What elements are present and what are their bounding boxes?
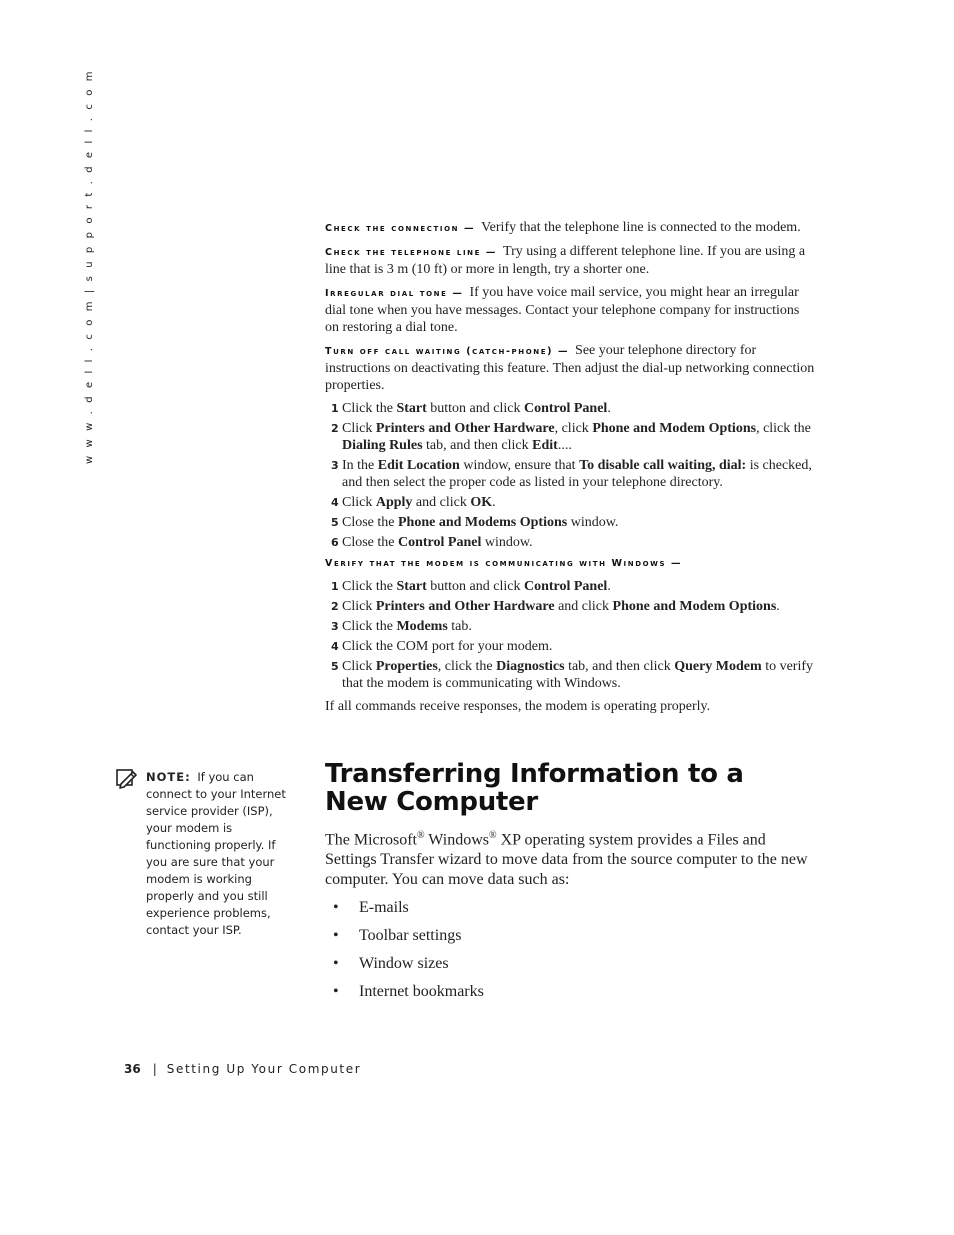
step-item <box>325 534 815 551</box>
step-item <box>325 618 815 635</box>
list-item <box>325 954 725 974</box>
ui-term: Edit Location <box>377 458 460 473</box>
step-text: Click the <box>342 619 397 634</box>
ui-term: Control Panel <box>523 401 608 416</box>
step-text: .... <box>557 438 572 453</box>
ui-term: Apply <box>375 495 413 510</box>
step-item <box>325 494 815 511</box>
intro-text: The Microsoft <box>325 831 417 849</box>
step-item <box>325 638 815 655</box>
call-waiting-steps <box>325 400 815 551</box>
step-text: . <box>492 495 496 510</box>
tip-heading: Verify that the modem is communicating with Windows — <box>325 558 683 569</box>
sidebar-url: w w w . d e l l . c o m | s u p p o r t . d e l l . c o m <box>84 68 95 464</box>
step-item <box>325 400 815 417</box>
ui-term: Phone and Modem Options <box>592 421 757 436</box>
step-text: Close the <box>342 515 398 530</box>
step-text: tab, and then click <box>564 659 675 674</box>
tip-text: Try using a different telephone line. If you are using a line that is 3 m (10 ft) or more in length, try a shorter one. <box>325 244 806 277</box>
tip-text: If you have voice mail service, you might hear an irregular dial tone when you have messages. Contact your telephone company for instructions on restoring a dial tone. <box>325 285 800 335</box>
list-item-text: Toolbar settings <box>359 927 462 944</box>
ui-term: Properties <box>375 659 438 674</box>
ui-term: Printers and Other Hardware <box>375 599 555 614</box>
list-item-text: Internet bookmarks <box>359 983 484 1000</box>
step-text: window. <box>481 535 533 550</box>
ui-term: Printers and Other Hardware <box>375 421 555 436</box>
step-item <box>325 598 815 615</box>
ui-term: Start <box>396 579 427 594</box>
tip-heading: Turn off call waiting (catch-phone) — <box>325 346 570 357</box>
step-text: tab, and then click <box>422 438 533 453</box>
step-text: Click the <box>342 401 397 416</box>
closing-text: If all commands receive responses, the modem is operating properly. <box>325 699 711 714</box>
step-number: 2 <box>331 600 339 613</box>
verify-modem-steps <box>325 578 815 692</box>
step-text: , click <box>554 421 593 436</box>
step-text: window. <box>567 515 619 530</box>
step-number: 3 <box>331 620 339 633</box>
list-item-text: Window sizes <box>359 955 449 972</box>
step-number: 1 <box>331 402 339 415</box>
ui-term: Diagnostics <box>496 659 565 674</box>
step-number: 2 <box>331 422 339 435</box>
tip-irregular-dial-tone <box>325 284 815 336</box>
page-number: 36 <box>124 1062 141 1076</box>
step-text: is checked, and then select the proper code as listed in your telephone directory. <box>342 458 812 490</box>
list-item <box>325 982 725 1002</box>
list-item <box>325 898 725 918</box>
step-text: to verify that the modem is communicating with Windows. <box>342 659 814 691</box>
tip-heading: Check the connection — <box>325 223 476 234</box>
intro-paragraph <box>325 826 815 890</box>
bullet-icon: • <box>333 955 339 972</box>
step-text: Click <box>342 659 376 674</box>
note-text <box>146 769 296 939</box>
note-body: If you can connect to your Internet service provider (ISP), your modem is functioning properly. If you are sure that your modem is working properly and you still experience problems, contact your ISP. <box>146 770 286 937</box>
step-text: Click <box>342 599 376 614</box>
step-text: . <box>607 579 611 594</box>
step-number: 4 <box>331 496 339 509</box>
footer-separator: | <box>152 1062 157 1076</box>
step-text: button and click <box>426 579 524 594</box>
ui-term: Edit <box>532 438 558 453</box>
step-number: 4 <box>331 640 339 653</box>
tip-text: Verify that the telephone line is connected to the modem. <box>481 220 801 235</box>
step-text: Click the COM port for your modem. <box>342 639 553 654</box>
section-title: Transferring Information to a New Computer <box>325 759 744 817</box>
registered-mark: ® <box>416 830 425 841</box>
registered-mark: ® <box>489 830 497 841</box>
step-text: . <box>607 401 611 416</box>
step-item <box>325 658 815 692</box>
bullet-icon: • <box>333 899 339 916</box>
intro-text: Windows <box>424 831 489 849</box>
step-text: Close the <box>342 535 398 550</box>
footer-section-title: Setting Up Your Computer <box>166 1062 362 1076</box>
tip-text: See your telephone directory for instructions on deactivating this feature. Then adjust the dial-up networking connection properties. <box>325 343 815 393</box>
note-label: NOTE: <box>146 770 191 784</box>
step-text: tab. <box>447 619 472 634</box>
tip-check-connection <box>325 219 815 237</box>
ui-term: OK <box>470 495 493 510</box>
step-number: 5 <box>331 660 339 673</box>
step-text: Click <box>342 495 376 510</box>
step-item <box>325 514 815 531</box>
intro-text: XP operating system provides a Files and Settings Transfer wizard to move data from the source computer to the new computer. You can move data such as: <box>325 831 808 889</box>
tip-verify-modem <box>325 554 815 572</box>
tip-call-waiting <box>325 342 815 394</box>
ui-term: Control Panel <box>398 535 482 550</box>
ui-term: To disable call waiting, dial: <box>579 458 747 473</box>
step-item <box>325 578 815 595</box>
ui-term: Start <box>396 401 427 416</box>
ui-term: Query Modem <box>674 659 762 674</box>
step-number: 5 <box>331 516 339 529</box>
step-text: In the <box>342 458 378 473</box>
tip-heading: Check the telephone line — <box>325 247 498 258</box>
note-pencil-icon <box>116 769 138 789</box>
step-number: 1 <box>331 580 339 593</box>
step-number: 3 <box>331 459 339 472</box>
transfer-items-list <box>325 898 725 1010</box>
step-text: , click the <box>437 659 497 674</box>
ui-term: Dialing Rules <box>342 438 423 453</box>
list-item <box>325 926 725 946</box>
list-item-text: E-mails <box>359 899 409 916</box>
step-text: . <box>776 599 780 614</box>
ui-term: Control Panel <box>523 579 608 594</box>
step-item <box>325 420 815 454</box>
step-item <box>325 457 815 491</box>
step-text: window, ensure that <box>459 458 580 473</box>
step-text: button and click <box>426 401 524 416</box>
step-text: Click <box>342 421 376 436</box>
main-content <box>325 219 815 715</box>
page-footer <box>124 1062 361 1076</box>
step-text: and click <box>554 599 613 614</box>
tip-check-telephone-line <box>325 243 815 278</box>
step-text: , click the <box>756 421 811 436</box>
note-box <box>116 769 296 939</box>
ui-term: Phone and Modem Options <box>612 599 777 614</box>
ui-term: Modems <box>396 619 448 634</box>
step-text: Click the <box>342 579 397 594</box>
ui-term: Phone and Modems Options <box>398 515 568 530</box>
bullet-icon: • <box>333 983 339 1000</box>
step-number: 6 <box>331 536 339 549</box>
tip-heading: Irregular dial tone — <box>325 288 464 299</box>
bullet-icon: • <box>333 927 339 944</box>
step-text: and click <box>412 495 471 510</box>
